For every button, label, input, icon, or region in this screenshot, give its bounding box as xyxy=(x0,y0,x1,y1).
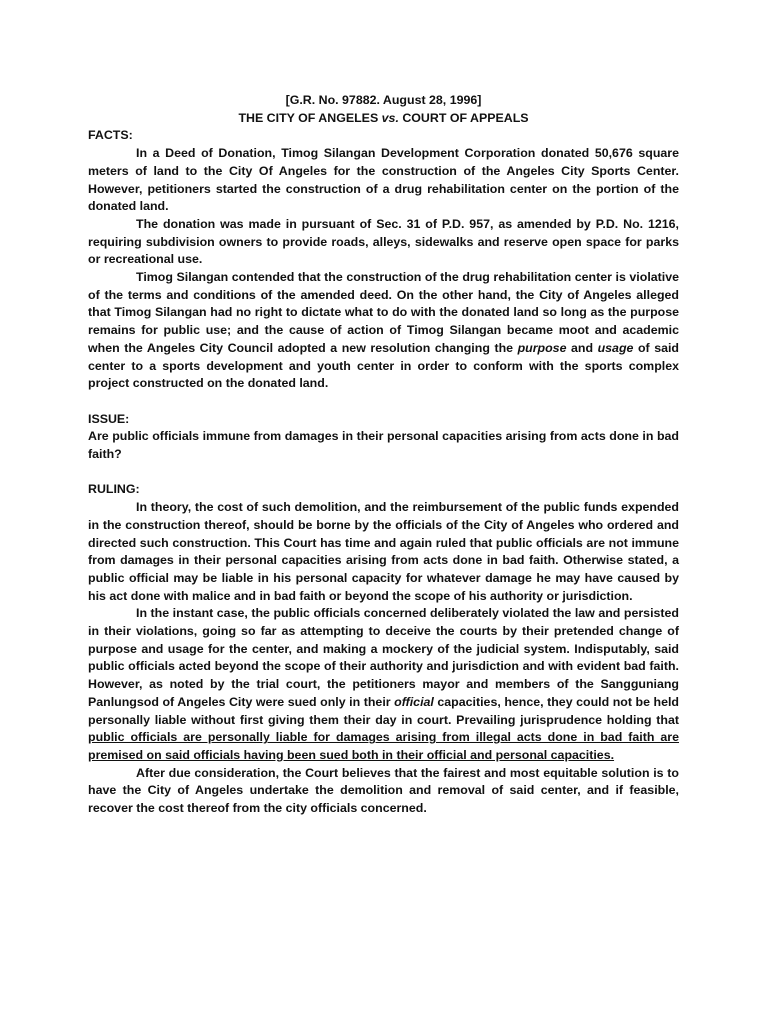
case-title: THE CITY OF ANGELES vs. COURT OF APPEALS xyxy=(238,110,529,125)
issue-text: Are public officials immune from damages in their personal capacities arising from acts done in bad faith? xyxy=(88,429,679,462)
versus-text: vs. xyxy=(381,110,399,125)
ruling-paragraph-3: After due consideration, the Court believes that the fairest and most equitable solution is to have the City of Angeles undertake the demolition and removal of said center, and if feasible, recover the cost thereof from the city officials concerned. xyxy=(88,765,679,816)
ruling-paragraph-2: In the instant case, the public officials concerned deliberately violated the law and persisted in their violations, going so far as attempting to deceive the courts by their pretended change of purpose and usage for the center, and making a mockery of the judicial system. Indisputably, said public officials acted beyond the scope of their authority and jurisdiction and with evident bad faith. However, as noted by the trial court, the petitioners mayor and members of the Sangguniang Panlungsod of Angeles City were sued only in their official capacities, hence, they could not be held personally liable without first giving them their day in court. Prevailing jurisprudence holding that public officials are personally liable for damages arising from illegal acts done in bad faith are premised on said officials having been sued both in their official and personal capacities. xyxy=(88,606,679,762)
issue-heading: ISSUE: xyxy=(88,411,130,426)
facts-paragraph-3: Timog Silangan contended that the construction of the drug rehabilitation center is violative of the terms and conditions of the amended deed. On the other hand, the City of Angeles alleged that Timog Silangan had no right to dictate what to do with the donated land so long as the purpose remains for public use; and the cause of action of Timog Silangan became moot and academic when the Angeles City Council adopted a new resolution changing the purpose and usage of said center to a sports development and youth center in order to conform with the sports complex project constructed on the donated land. xyxy=(88,270,679,391)
document-page xyxy=(88,92,679,818)
ruling-heading: RULING: xyxy=(88,482,140,497)
facts-paragraph-1: In a Deed of Donation, Timog Silangan Development Corporation donated 50,676 square meters of land to the City Of Angeles for the construction of the Angeles City Sports Center. However, petitioners started the construction of a drug rehabilitation center on the portion of the donated land. xyxy=(88,146,679,214)
underlined-holding: public officials are personally liable for damages arising from illegal acts done in bad faith are premised on said officials having been sued both in their official and personal capacities. xyxy=(88,730,679,762)
ruling-paragraph-1: In theory, the cost of such demolition, and the reimbursement of the public funds expended in the construction thereof, should be borne by the officials of the City of Angeles who ordered and directed such construction. This Court has time and again ruled that public officials are not immune from damages in their personal capacities arising from acts done in bad faith. Otherwise stated, a public official may be liable in his personal capacity for whatever damage he may have caused by his act done with malice and in bad faith or beyond the scope of his authority or jurisdiction. xyxy=(88,500,679,603)
case-citation: [G.R. No. 97882. August 28, 1996] xyxy=(285,93,482,107)
facts-heading: FACTS: xyxy=(88,128,133,143)
facts-paragraph-2: The donation was made in pursuant of Sec. 31 of P.D. 957, as amended by P.D. No. 1216, requiring subdivision owners to provide roads, alleys, sidewalks and reserve open space for parks or recreational use. xyxy=(88,216,679,267)
